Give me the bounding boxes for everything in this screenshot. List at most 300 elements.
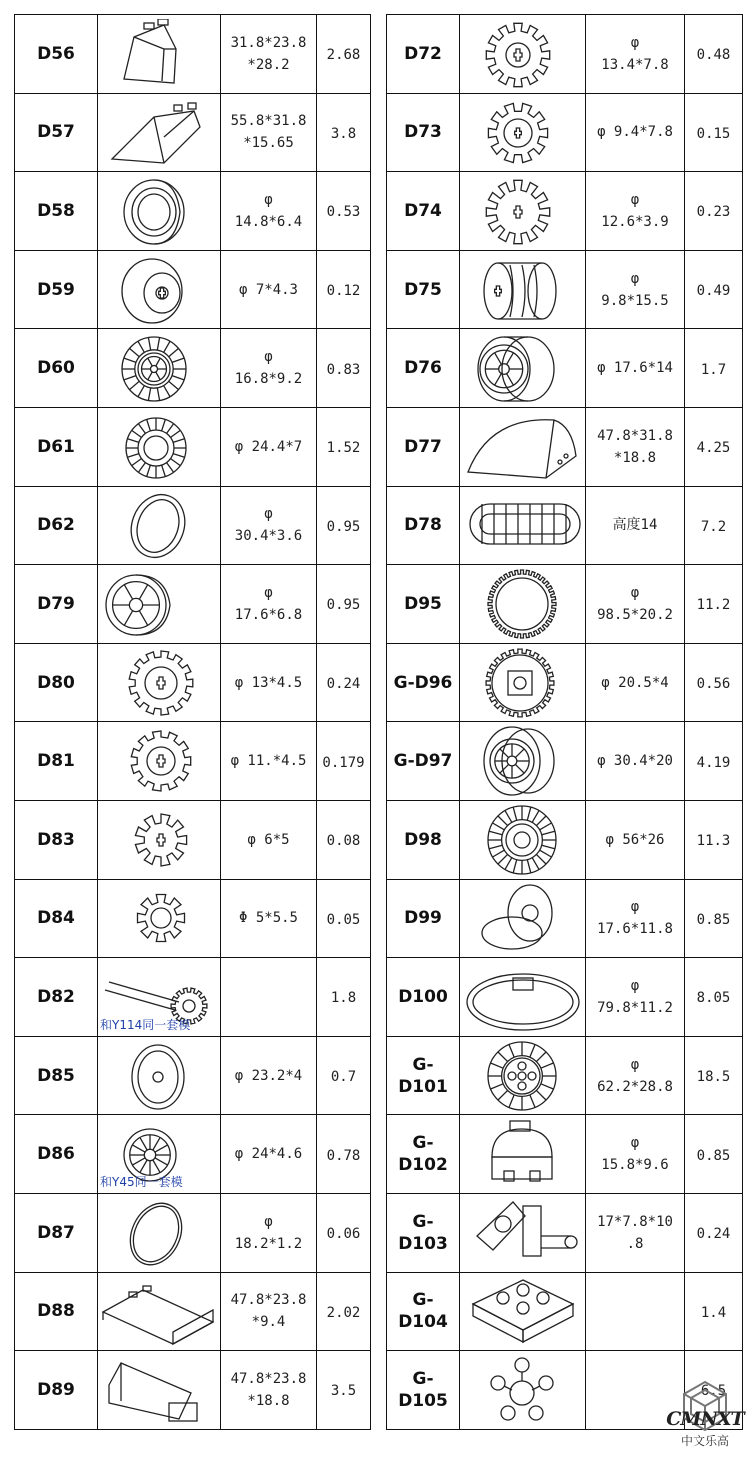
right-part-code-cell xyxy=(387,329,460,408)
part-row xyxy=(15,1036,743,1115)
left-part-dimension-cell xyxy=(221,93,317,172)
part-row xyxy=(15,486,743,565)
right-part-code: D74 xyxy=(404,200,442,221)
right-part-code-cell xyxy=(387,800,460,879)
column-divider xyxy=(371,250,387,329)
windscreen-icon xyxy=(99,1355,219,1425)
left-part-code-cell xyxy=(15,1272,98,1351)
right-part-code-cell xyxy=(387,643,460,722)
left-part-weight-cell xyxy=(317,1193,371,1272)
right-part-weight: 1.4 xyxy=(700,1304,727,1321)
left-part-dimension: φ 18.2*1.2 xyxy=(234,1213,303,1252)
right-part-picture-cell xyxy=(460,407,586,486)
left-part-dimension: φ 24.4*7 xyxy=(234,438,303,455)
right-part-weight-cell xyxy=(685,1036,743,1115)
right-part-dimension: φ 98.5*20.2 xyxy=(597,584,673,623)
stud-hub-connector-icon xyxy=(468,1353,578,1427)
column-divider xyxy=(371,565,387,644)
right-part-dimension: φ 56*26 xyxy=(605,831,665,848)
part-row xyxy=(15,1115,743,1194)
left-part-dimension-cell xyxy=(221,1351,317,1430)
right-part-dimension: φ 13.4*7.8 xyxy=(601,34,669,73)
right-part-dimension-cell xyxy=(586,879,685,958)
left-part-picture-cell xyxy=(98,722,221,801)
right-part-picture-cell xyxy=(460,958,586,1037)
right-part-dimension-cell xyxy=(586,15,685,94)
left-part-dimension-cell xyxy=(221,1115,317,1194)
bevel-gear-icon xyxy=(468,176,578,246)
column-divider xyxy=(371,93,387,172)
wide-hub-icon xyxy=(468,333,578,403)
gear-6-icon xyxy=(99,803,219,877)
left-part-picture-cell xyxy=(98,172,221,251)
left-part-weight-cell xyxy=(317,565,371,644)
right-part-dimension: φ 12.6*3.9 xyxy=(601,191,669,230)
right-part-dimension: φ 62.2*28.8 xyxy=(597,1056,673,1095)
right-part-weight: 0.23 xyxy=(696,204,731,221)
right-part-code: D75 xyxy=(404,279,442,300)
parts-table xyxy=(14,14,743,1430)
left-part-code: D79 xyxy=(37,593,75,614)
right-part-picture-cell xyxy=(460,93,586,172)
right-part-code: G-D97 xyxy=(393,751,453,772)
right-part-weight: 6.5 xyxy=(700,1383,727,1400)
right-part-dimension-cell xyxy=(586,1272,685,1351)
flanged-hub-icon xyxy=(468,881,578,955)
right-part-weight-cell xyxy=(685,565,743,644)
left-part-dimension-cell xyxy=(221,1036,317,1115)
left-part-weight-cell xyxy=(317,1272,371,1351)
left-part-weight-cell xyxy=(317,879,371,958)
column-divider xyxy=(371,486,387,565)
left-part-code: D83 xyxy=(37,829,75,850)
right-part-weight-cell xyxy=(685,486,743,565)
column-divider xyxy=(371,800,387,879)
column-divider xyxy=(371,1036,387,1115)
right-part-dimension-cell xyxy=(586,565,685,644)
small-tread-tire-icon xyxy=(104,412,214,482)
left-part-dimension-cell xyxy=(221,643,317,722)
left-part-dimension: 31.8*23.8 *28.2 xyxy=(230,34,307,73)
pin-connector-icon xyxy=(463,1196,583,1270)
right-part-code-cell xyxy=(387,1115,460,1194)
right-part-weight: 7.2 xyxy=(700,518,727,535)
right-part-dimension: φ 17.6*11.8 xyxy=(597,899,673,938)
right-part-code: D72 xyxy=(404,43,442,64)
right-part-code-cell xyxy=(387,1272,460,1351)
gear-5-icon xyxy=(99,881,219,955)
left-part-code: D62 xyxy=(37,515,75,536)
left-part-weight: 0.06 xyxy=(326,1226,361,1243)
right-part-dimension-cell xyxy=(586,250,685,329)
left-part-code-cell xyxy=(15,250,98,329)
right-part-code-cell xyxy=(387,93,460,172)
gear-wheel-12-icon xyxy=(468,19,578,89)
right-part-dimension-cell xyxy=(586,800,685,879)
right-part-weight-cell xyxy=(685,407,743,486)
right-part-weight-cell xyxy=(685,722,743,801)
right-part-picture-cell xyxy=(460,879,586,958)
left-part-code: D89 xyxy=(37,1379,75,1400)
right-part-weight: 8.05 xyxy=(696,990,731,1007)
left-part-code-cell xyxy=(15,15,98,94)
left-part-dimension: 47.8*23.8 *18.8 xyxy=(230,1370,307,1409)
column-divider xyxy=(371,722,387,801)
track-tread-icon xyxy=(460,490,586,560)
left-part-weight-cell xyxy=(317,329,371,408)
left-part-code: D80 xyxy=(37,672,75,693)
left-part-dimension: φ 17.6*6.8 xyxy=(234,584,303,623)
right-part-code: G- D102 xyxy=(398,1133,448,1176)
right-part-code-cell xyxy=(387,1036,460,1115)
left-part-weight-cell xyxy=(317,1351,371,1430)
right-part-picture-cell xyxy=(460,1351,586,1430)
right-part-code: D98 xyxy=(404,829,442,850)
part-row xyxy=(15,172,743,251)
left-part-dimension-cell xyxy=(221,1193,317,1272)
right-part-weight: 0.49 xyxy=(696,283,731,300)
left-part-weight: 0.95 xyxy=(326,518,361,535)
left-part-code-cell xyxy=(15,1193,98,1272)
right-part-dimension: φ 9.4*7.8 xyxy=(597,124,673,141)
right-part-code-cell xyxy=(387,879,460,958)
left-part-note: 和Y45同一套模 xyxy=(100,1174,183,1189)
right-part-picture-cell xyxy=(460,250,586,329)
left-part-code-cell xyxy=(15,643,98,722)
left-part-dimension-cell xyxy=(221,172,317,251)
left-part-picture-cell xyxy=(98,1036,221,1115)
left-part-weight: 2.02 xyxy=(326,1304,361,1321)
part-row xyxy=(15,800,743,879)
left-part-picture-cell xyxy=(98,879,221,958)
left-part-picture-cell xyxy=(98,1272,221,1351)
right-part-code: D78 xyxy=(404,515,442,536)
right-part-code: G- D103 xyxy=(398,1211,448,1254)
right-part-weight: 0.85 xyxy=(696,911,731,928)
cone-round-brick-icon xyxy=(468,1117,578,1191)
left-part-weight: 0.78 xyxy=(326,1147,361,1164)
left-part-code-cell xyxy=(15,93,98,172)
left-part-weight: 0.83 xyxy=(326,361,361,378)
right-part-weight: 0.48 xyxy=(696,47,731,64)
right-part-weight-cell xyxy=(685,1115,743,1194)
slope-brick-icon xyxy=(104,19,214,89)
right-part-code-cell xyxy=(387,722,460,801)
right-part-weight-cell xyxy=(685,93,743,172)
left-part-dimension-cell xyxy=(221,407,317,486)
left-part-weight: 0.7 xyxy=(330,1069,357,1086)
left-part-dimension-cell xyxy=(221,958,317,1037)
left-part-weight: 0.08 xyxy=(326,833,361,850)
logo-sub-text: 中文乐高 xyxy=(680,1434,729,1448)
right-part-code-cell xyxy=(387,565,460,644)
right-part-weight-cell xyxy=(685,643,743,722)
part-row xyxy=(15,1272,743,1351)
right-part-code: D99 xyxy=(404,908,442,929)
left-part-weight: 1.8 xyxy=(330,990,357,1007)
left-part-code: D82 xyxy=(37,986,75,1007)
left-part-weight-cell xyxy=(317,15,371,94)
train-wheel-icon xyxy=(104,1041,214,1111)
left-part-weight-cell xyxy=(317,1115,371,1194)
left-part-picture-cell xyxy=(98,1351,221,1430)
column-divider xyxy=(371,407,387,486)
large-turntable-icon xyxy=(468,646,578,720)
right-part-weight: 0.85 xyxy=(696,1147,731,1164)
right-part-code: G- D101 xyxy=(398,1054,448,1097)
left-part-weight-cell xyxy=(317,407,371,486)
right-part-weight: 11.2 xyxy=(696,597,731,614)
right-part-weight-cell xyxy=(685,329,743,408)
wedge-slope-icon xyxy=(104,97,214,167)
left-part-code: D57 xyxy=(37,122,75,143)
left-part-code-cell xyxy=(15,172,98,251)
left-part-dimension-cell xyxy=(221,486,317,565)
left-part-dimension: φ 23.2*4 xyxy=(234,1067,303,1084)
left-part-dimension: 47.8*23.8 *9.4 xyxy=(230,1292,307,1331)
right-part-weight: 0.24 xyxy=(696,1226,731,1243)
left-part-weight-cell xyxy=(317,800,371,879)
part-row xyxy=(15,879,743,958)
right-part-weight-cell xyxy=(685,15,743,94)
right-part-dimension-cell xyxy=(586,1115,685,1194)
left-part-dimension: φ 11.*4.5 xyxy=(230,753,307,770)
right-part-picture-cell xyxy=(460,486,586,565)
left-part-weight-cell xyxy=(317,93,371,172)
right-part-code-cell xyxy=(387,1193,460,1272)
right-part-code-cell xyxy=(387,407,460,486)
thin-tire-icon xyxy=(104,490,214,560)
left-part-code: D87 xyxy=(37,1222,75,1243)
right-part-weight: 4.25 xyxy=(696,440,731,457)
right-part-weight-cell xyxy=(685,958,743,1037)
left-part-dimension-cell xyxy=(221,800,317,879)
right-part-dimension: 高度14 xyxy=(612,517,658,534)
left-part-note: 和Y114同一套模 xyxy=(100,1017,191,1032)
left-part-weight: 0.12 xyxy=(326,283,361,300)
right-part-weight: 1.7 xyxy=(700,361,727,378)
left-part-code-cell xyxy=(15,800,98,879)
right-part-weight-cell xyxy=(685,1193,743,1272)
left-part-picture-cell xyxy=(98,250,221,329)
right-part-dimension-cell xyxy=(586,486,685,565)
left-part-code-cell xyxy=(15,958,98,1037)
column-divider xyxy=(371,15,387,94)
left-part-dimension-cell xyxy=(221,250,317,329)
left-part-code-cell xyxy=(15,486,98,565)
left-part-weight-cell xyxy=(317,958,371,1037)
left-part-dimension-cell xyxy=(221,722,317,801)
right-part-code: G-D96 xyxy=(393,672,453,693)
gear-13-icon xyxy=(99,646,219,720)
right-part-code: D73 xyxy=(404,122,442,143)
left-part-dimension: Φ 5*5.5 xyxy=(238,910,298,927)
column-divider xyxy=(371,329,387,408)
left-part-picture-cell xyxy=(98,1193,221,1272)
part-row xyxy=(15,15,743,94)
part-row xyxy=(15,407,743,486)
left-part-picture-cell xyxy=(98,15,221,94)
left-part-weight: 3.8 xyxy=(330,125,357,142)
left-part-code-cell xyxy=(15,1036,98,1115)
right-part-picture-cell xyxy=(460,722,586,801)
left-part-code: D81 xyxy=(37,751,75,772)
right-part-picture-cell xyxy=(460,1193,586,1272)
left-part-dimension: φ 7*4.3 xyxy=(238,281,298,298)
right-part-dimension-cell xyxy=(586,1036,685,1115)
left-part-code: D58 xyxy=(37,200,75,221)
parts-table-body xyxy=(15,15,743,1430)
part-row xyxy=(15,329,743,408)
long-slope-icon xyxy=(99,1276,219,1346)
left-part-picture-cell xyxy=(98,93,221,172)
logo-brand-text: CMNXT xyxy=(666,1408,744,1430)
right-part-dimension: φ 15.8*9.6 xyxy=(601,1135,669,1174)
left-part-code: D84 xyxy=(37,908,75,929)
column-divider xyxy=(371,1351,387,1430)
left-part-weight: 3.5 xyxy=(330,1383,357,1400)
left-part-weight-cell xyxy=(317,250,371,329)
left-part-dimension-cell xyxy=(221,329,317,408)
parts-sheet xyxy=(14,14,742,1446)
deep-hub-icon xyxy=(468,724,578,798)
left-part-picture-cell xyxy=(98,407,221,486)
left-part-code: D61 xyxy=(37,436,75,457)
part-row xyxy=(15,565,743,644)
left-part-picture-cell xyxy=(98,1115,221,1194)
gear-wheel-8-icon xyxy=(468,97,578,167)
left-part-picture-cell xyxy=(98,643,221,722)
left-part-weight-cell xyxy=(317,643,371,722)
curved-slope-icon xyxy=(460,412,586,482)
right-part-dimension: φ 9.8*15.5 xyxy=(601,270,669,309)
right-part-picture-cell xyxy=(460,1115,586,1194)
right-part-weight: 4.19 xyxy=(696,754,731,771)
left-part-weight-cell xyxy=(317,1036,371,1115)
left-part-code-cell xyxy=(15,879,98,958)
part-row xyxy=(15,93,743,172)
left-part-code: D88 xyxy=(37,1301,75,1322)
part-row xyxy=(15,958,743,1037)
right-part-weight: 0.15 xyxy=(696,125,731,142)
part-row xyxy=(15,250,743,329)
worm-gear-icon xyxy=(468,255,578,325)
watermark-logo xyxy=(662,1380,748,1460)
narrow-tire-icon xyxy=(104,176,214,246)
right-part-dimension: φ 79.8*11.2 xyxy=(597,977,673,1016)
disc-dish-icon xyxy=(463,960,583,1034)
right-part-picture-cell xyxy=(460,329,586,408)
left-part-code: D60 xyxy=(37,358,75,379)
right-part-dimension-cell xyxy=(586,643,685,722)
right-part-weight-cell xyxy=(685,800,743,879)
right-part-dimension-cell xyxy=(586,172,685,251)
right-part-picture-cell xyxy=(460,172,586,251)
right-part-weight-cell xyxy=(685,879,743,958)
left-part-dimension: 55.8*31.8 *15.65 xyxy=(230,113,307,152)
gear-11-icon xyxy=(99,724,219,798)
left-part-picture-cell xyxy=(98,329,221,408)
left-part-picture-cell xyxy=(98,565,221,644)
right-part-dimension: 47.8*31.8 *18.8 xyxy=(597,427,673,466)
part-row xyxy=(15,1193,743,1272)
right-part-code-cell xyxy=(387,172,460,251)
part-row xyxy=(15,722,743,801)
right-part-code: D95 xyxy=(404,593,442,614)
left-part-dimension-cell xyxy=(221,15,317,94)
left-part-weight: 2.68 xyxy=(326,47,361,64)
left-part-code: D85 xyxy=(37,1065,75,1086)
left-part-dimension: φ 24*4.6 xyxy=(234,1146,303,1163)
right-part-weight: 18.5 xyxy=(696,1069,731,1086)
right-part-dimension-cell xyxy=(586,1193,685,1272)
right-part-code: G- D105 xyxy=(398,1368,448,1411)
column-divider xyxy=(371,1115,387,1194)
left-part-dimension: φ 16.8*9.2 xyxy=(234,349,303,388)
left-part-weight: 0.53 xyxy=(326,204,361,221)
left-part-code-cell xyxy=(15,1115,98,1194)
column-divider xyxy=(371,1272,387,1351)
right-part-weight: 0.56 xyxy=(696,676,731,693)
right-part-dimension-cell xyxy=(586,93,685,172)
thin-ring-icon xyxy=(104,1198,214,1268)
column-divider xyxy=(371,643,387,722)
left-part-dimension: φ 30.4*3.6 xyxy=(234,506,303,545)
left-part-dimension-cell xyxy=(221,1272,317,1351)
spoke-wheel-icon xyxy=(104,569,214,639)
left-part-weight-cell xyxy=(317,722,371,801)
right-part-dimension-cell xyxy=(586,407,685,486)
balloon-tire-icon xyxy=(468,803,578,877)
right-part-code-cell xyxy=(387,250,460,329)
right-part-picture-cell xyxy=(460,800,586,879)
left-part-code: D86 xyxy=(37,1144,75,1165)
left-part-dimension-cell xyxy=(221,879,317,958)
right-part-picture-cell xyxy=(460,15,586,94)
left-part-weight: 0.24 xyxy=(326,676,361,693)
right-part-dimension-cell xyxy=(586,958,685,1037)
left-part-picture-cell xyxy=(98,800,221,879)
right-part-code: D77 xyxy=(404,436,442,457)
plate-with-pin-icon xyxy=(463,1274,583,1348)
left-part-dimension: φ 6*5 xyxy=(247,831,290,848)
right-part-dimension: φ 30.4*20 xyxy=(597,753,673,770)
right-part-picture-cell xyxy=(460,643,586,722)
tread-tire-icon xyxy=(104,333,214,403)
hub-with-pins-icon xyxy=(468,1039,578,1113)
hub-wheel-icon xyxy=(104,255,214,325)
part-row xyxy=(15,643,743,722)
left-part-dimension: φ 14.8*6.4 xyxy=(234,191,303,230)
left-part-code-cell xyxy=(15,722,98,801)
left-part-picture-cell xyxy=(98,486,221,565)
right-part-dimension: φ 17.6*14 xyxy=(597,360,673,377)
right-part-code-cell xyxy=(387,15,460,94)
right-part-dimension: 17*7.8*10 .8 xyxy=(597,1213,673,1252)
right-part-picture-cell xyxy=(460,1272,586,1351)
left-part-code: D56 xyxy=(37,43,75,64)
left-part-code-cell xyxy=(15,407,98,486)
right-part-weight-cell xyxy=(685,172,743,251)
left-part-weight: 0.05 xyxy=(326,911,361,928)
turntable-ring-icon xyxy=(468,567,578,641)
left-part-code-cell xyxy=(15,329,98,408)
left-part-dimension-cell xyxy=(221,565,317,644)
right-part-code: D76 xyxy=(404,358,442,379)
right-part-weight-cell xyxy=(685,1272,743,1351)
right-part-picture-cell xyxy=(460,565,586,644)
left-part-code: D59 xyxy=(37,279,75,300)
